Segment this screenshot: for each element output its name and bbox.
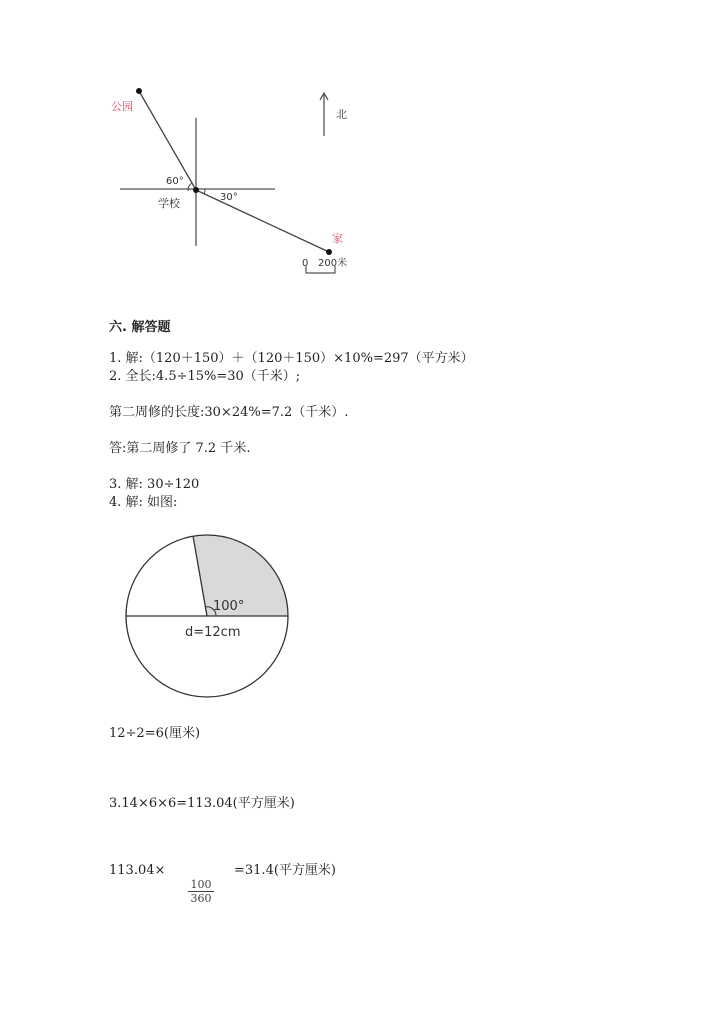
circle-sector-diagram — [110, 525, 310, 715]
school-label: 学校 — [158, 197, 180, 210]
answer-2-line-2: 第二周修的长度:30×24%=7.2（千米）. — [109, 405, 349, 420]
fraction — [188, 878, 214, 905]
calc-sector-result: =31.4(平方厘米) — [234, 863, 336, 878]
park-label: 公园 — [111, 100, 133, 113]
scale-zero-label: 0 — [302, 258, 309, 269]
path-to-home — [196, 190, 329, 252]
answer-3: 3. 解: 30÷120 — [109, 477, 200, 492]
calc-area: 3.14×6×6=113.04(平方厘米) — [109, 796, 295, 811]
diameter-label: d=12cm — [185, 625, 241, 640]
scale-end-label: 200米 — [318, 258, 348, 269]
answer-2-conclusion: 答:第二周修了 7.2 千米. — [109, 441, 251, 456]
angle-park-label: 60° — [166, 176, 184, 187]
answer-4: 4. 解: 如图: — [109, 495, 178, 510]
calc-radius: 12÷2=6(厘米) — [109, 726, 201, 741]
angle-home-label: 30° — [220, 192, 238, 203]
school-point — [193, 187, 199, 193]
section-title: 六. 解答题 — [109, 320, 171, 335]
north-label: 北 — [336, 108, 347, 121]
direction-map-diagram — [100, 80, 360, 280]
home-point — [326, 249, 332, 255]
park-point — [136, 88, 142, 94]
home-label: 家 — [332, 232, 343, 245]
answer-1: 1. 解:（120＋150）＋（120＋150）×10%=297（平方米） — [109, 351, 474, 366]
answer-2-line-1: 2. 全长:4.5÷15%=30（千米）; — [109, 369, 301, 384]
fraction-denominator: 360 — [190, 892, 212, 905]
angle-label: 100° — [213, 599, 245, 614]
calc-sector-prefix: 113.04× — [109, 863, 166, 878]
fraction-numerator: 100 — [188, 878, 214, 892]
